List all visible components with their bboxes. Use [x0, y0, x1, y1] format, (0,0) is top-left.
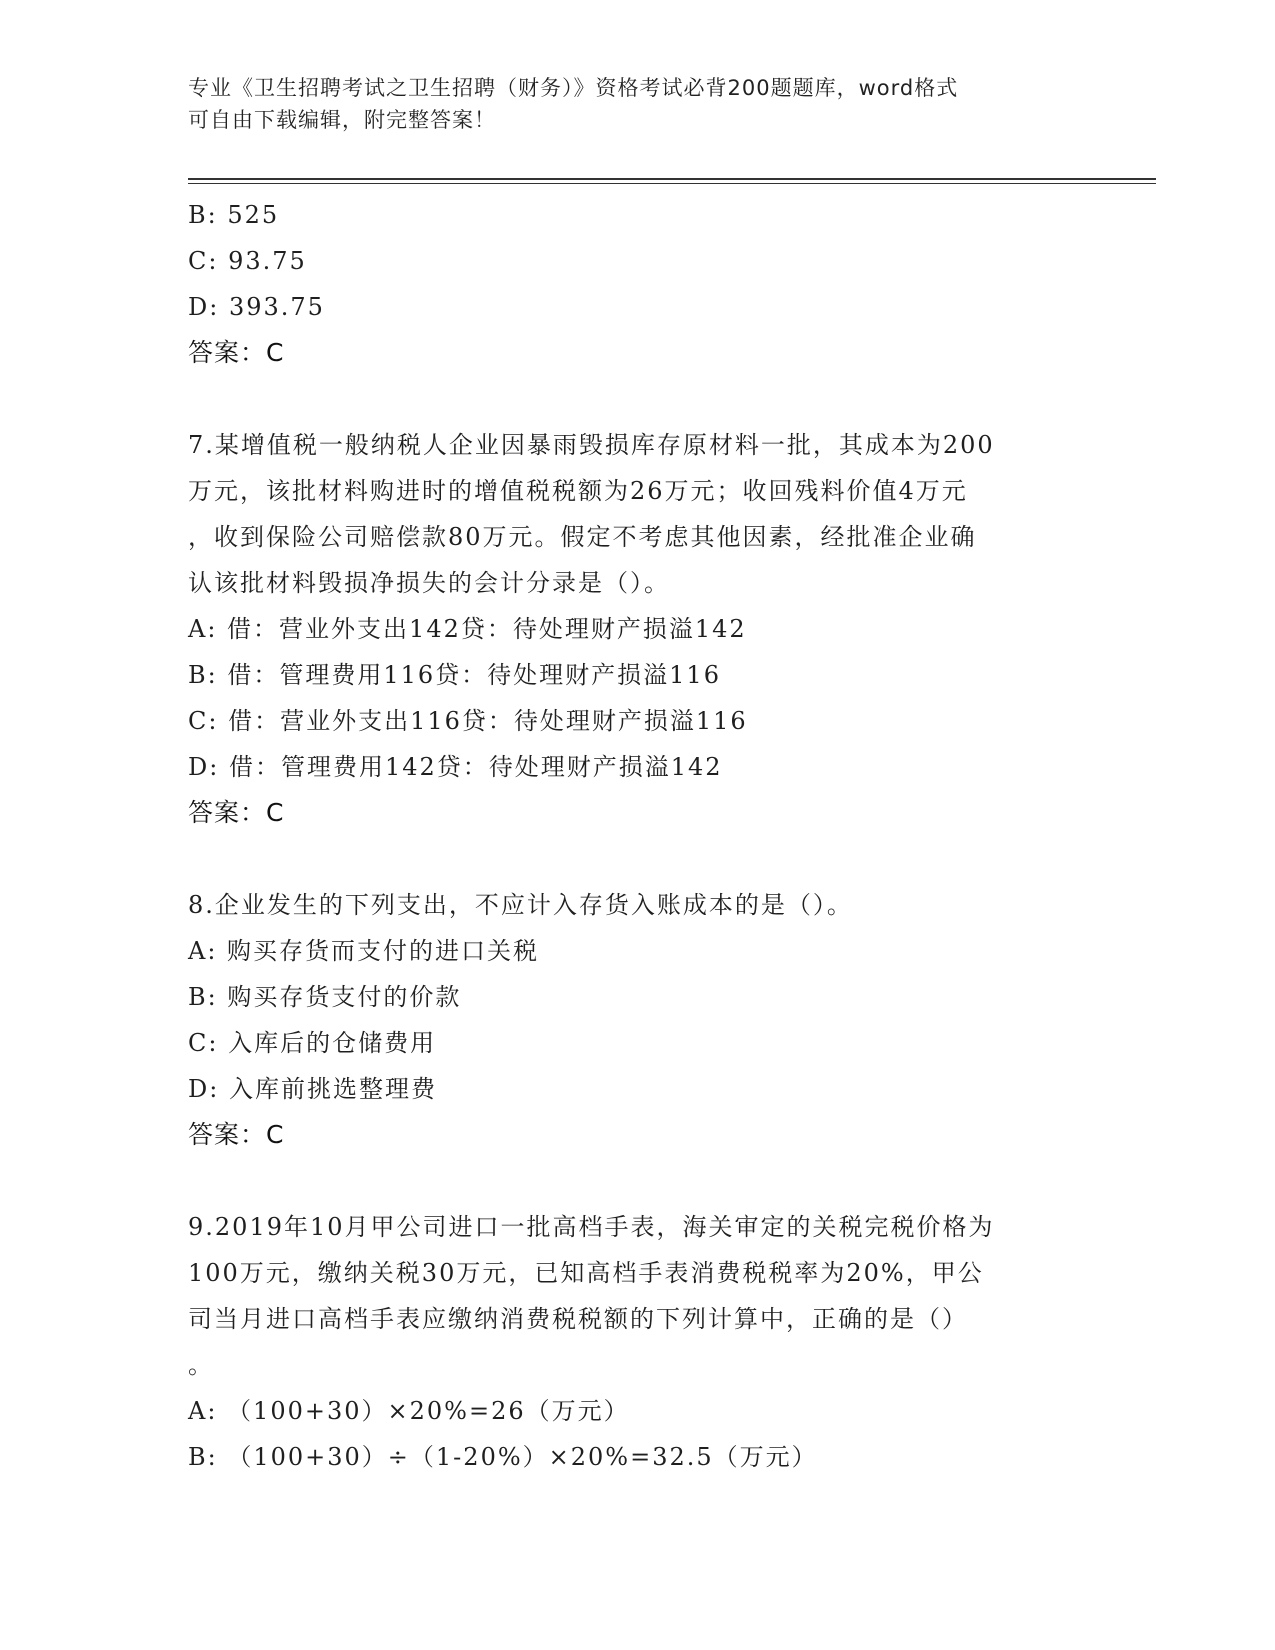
stem-line: 司当月进口高档手表应缴纳消费税税额的下列计算中，正确的是（）	[188, 1305, 968, 1333]
option-a: A: （100+30）×20%=26（万元）	[188, 1397, 630, 1425]
option-d: D: 393.75	[188, 293, 325, 321]
header-divider-thin	[188, 183, 1156, 184]
question-8	[188, 882, 1088, 1158]
option-c: C: 入库后的仓储费用	[188, 1029, 437, 1057]
stem-line: ，收到保险公司赔偿款80万元。假定不考虑其他因素，经批准企业确	[188, 523, 977, 551]
answer-line: 答案：C	[188, 1120, 285, 1149]
stem-line: 认该批材料毁损净损失的会计分录是（）。	[188, 569, 670, 597]
question-6-tail	[188, 192, 1088, 376]
question-stem	[188, 1204, 1088, 1388]
header-title-line-1: 专业《卫生招聘考试之卫生招聘（财务）》资格考试必背200题题库，word格式	[188, 76, 959, 100]
option-a: A: 购买存货而支付的进口关税	[188, 937, 540, 965]
option-a: A: 借：营业外支出142贷：待处理财产损溢142	[188, 615, 747, 643]
option-c: C: 借：营业外支出116贷：待处理财产损溢116	[188, 707, 748, 735]
header-title-line-2: 可自由下载编辑，附完整答案！	[188, 108, 496, 132]
stem-line: 8.企业发生的下列支出，不应计入存货入账成本的是（）。	[188, 891, 853, 919]
spacer	[188, 376, 1088, 422]
option-c: C: 93.75	[188, 247, 307, 275]
answer-line: 答案：C	[188, 338, 285, 367]
spacer	[188, 836, 1088, 882]
option-d: D: 借：管理费用142贷：待处理财产损溢142	[188, 753, 723, 781]
stem-line: 100万元，缴纳关税30万元，已知高档手表消费税税率为20%，甲公	[188, 1259, 984, 1287]
option-b: B: 525	[188, 201, 280, 229]
question-9	[188, 1204, 1088, 1480]
answer-line: 答案：C	[188, 798, 285, 827]
stem-line: 7.某增值税一般纳税人企业因暴雨毁损库存原材料一批，其成本为200	[188, 431, 995, 459]
stem-line: 万元，该批材料购进时的增值税税额为26万元；收回残料价值4万元	[188, 477, 968, 505]
document-header	[188, 72, 1088, 136]
header-divider-thick	[188, 178, 1156, 180]
stem-line: 。	[188, 1351, 214, 1379]
question-content	[188, 192, 1088, 1480]
question-stem	[188, 882, 1088, 928]
stem-line: 9.2019年10月甲公司进口一批高档手表，海关审定的关税完税价格为	[188, 1213, 995, 1241]
spacer	[188, 1158, 1088, 1204]
question-7	[188, 422, 1088, 836]
question-stem	[188, 422, 1088, 606]
option-b: B: （100+30）÷（1-20%）×20%=32.5（万元）	[188, 1443, 818, 1471]
option-d: D: 入库前挑选整理费	[188, 1075, 437, 1103]
option-b: B: 购买存货支付的价款	[188, 983, 462, 1011]
option-b: B: 借：管理费用116贷：待处理财产损溢116	[188, 661, 721, 689]
